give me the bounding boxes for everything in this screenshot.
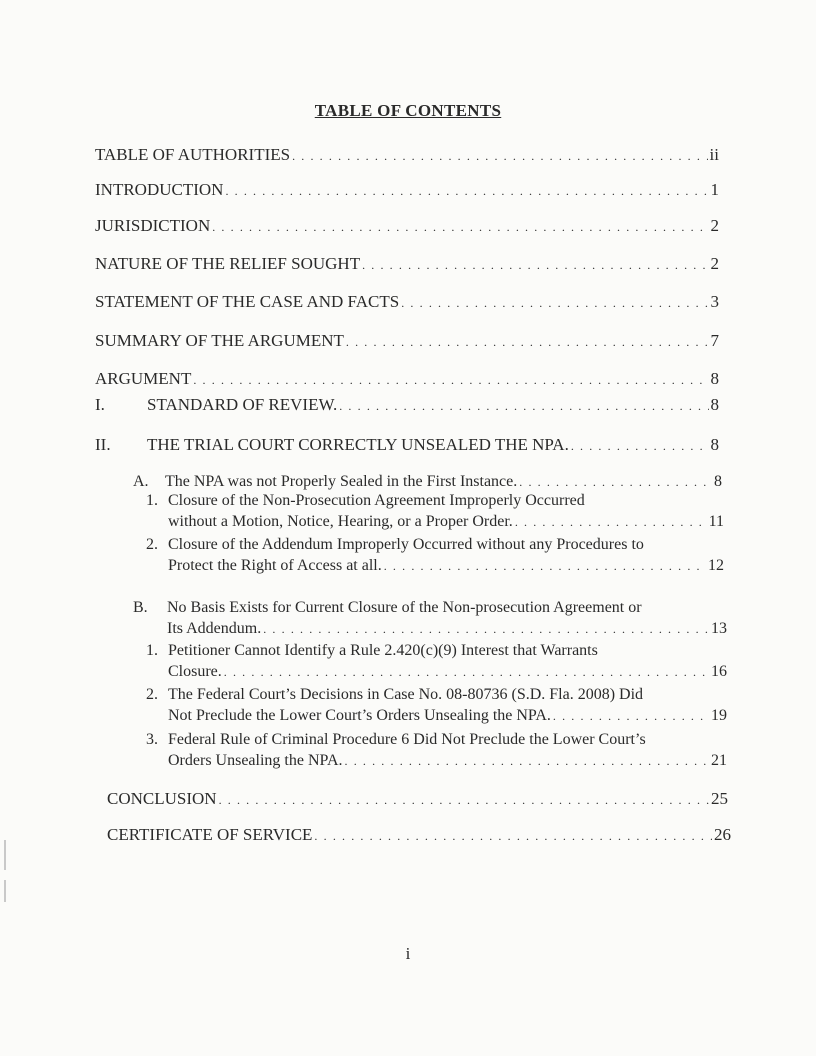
toc-entry-label: Closure of the Non-Prosecution Agreement Improperly Occurred: [168, 492, 585, 509]
toc-entry-label-continued: Orders Unsealing the NPA.: [168, 752, 343, 769]
toc-entry-number: 2.: [146, 686, 158, 703]
toc-entry-label: TABLE OF AUTHORITIES: [95, 145, 291, 164]
toc-entry-number: 3.: [146, 731, 158, 748]
toc-entry-label: CONCLUSION: [107, 789, 217, 808]
toc-entry-label: STANDARD OF REVIEW.: [147, 395, 338, 414]
toc-entry-label: The NPA was not Properly Sealed in the First Instance.: [165, 473, 518, 490]
toc-entry-page: 1: [710, 180, 719, 199]
toc-entry-number: 1.: [146, 492, 158, 509]
toc-entry-page: 8: [710, 435, 719, 454]
toc-entry-page: 13: [711, 620, 727, 637]
toc-entry-number: I.: [95, 395, 105, 414]
toc-entry-page: 16: [711, 663, 727, 680]
toc-entry-jurisdiction[interactable]: [95, 215, 719, 238]
toc-entry-summary-of-argument[interactable]: [95, 330, 719, 353]
toc-entry-label: Petitioner Cannot Identify a Rule 2.420(c)(9) Interest that Warrants: [168, 642, 598, 659]
toc-entry-label: The Federal Court’s Decisions in Case No. 08-80736 (S.D. Fla. 2008) Did: [168, 686, 644, 703]
toc-entry-label: THE TRIAL COURT CORRECTLY UNSEALED THE NPA.: [147, 435, 569, 454]
toc-entry-no-basis-closure[interactable]: [133, 597, 727, 640]
toc-entry-label: SUMMARY OF THE ARGUMENT: [95, 331, 344, 350]
toc-entry-label: CERTIFICATE OF SERVICE: [107, 825, 313, 844]
toc-entry-label: Closure of the Addendum Improperly Occurred without any Procedures to: [168, 536, 644, 553]
toc-entry-number: 2.: [146, 536, 158, 553]
toc-entry-label-continued: without a Motion, Notice, Hearing, or a Proper Order.: [168, 513, 513, 530]
toc-entry-page: 26: [714, 825, 731, 844]
toc-entry-label: Federal Rule of Criminal Procedure 6 Did Not Preclude the Lower Court’s: [168, 731, 646, 748]
dot-leader: [384, 556, 706, 577]
toc-entry-label: STATEMENT OF THE CASE AND FACTS: [95, 292, 400, 311]
toc-entry-page: 8: [714, 473, 722, 490]
toc-entry-trial-court-unsealed[interactable]: [95, 434, 719, 457]
dot-leader: [362, 255, 708, 276]
toc-entry-label: INTRODUCTION: [95, 180, 224, 199]
toc-entry-closure-npa[interactable]: [146, 490, 724, 533]
toc-entry-nature-of-relief[interactable]: [95, 253, 719, 276]
toc-entry-number: II.: [95, 435, 111, 454]
toc-entry-label-continued: Not Preclude the Lower Court’s Orders Unsealing the NPA.: [168, 707, 551, 724]
toc-entry-page: 7: [710, 331, 719, 350]
toc-entry-page: 21: [711, 752, 727, 769]
dot-leader: [219, 790, 709, 811]
dot-leader: [553, 706, 709, 727]
toc-entry-argument[interactable]: [95, 368, 719, 391]
dot-leader: [292, 146, 707, 167]
toc-entry-conclusion[interactable]: [107, 788, 728, 811]
toc-entry-page: 2: [710, 254, 719, 273]
dot-leader: [224, 662, 709, 683]
toc-entry-closure-addendum[interactable]: [146, 534, 724, 577]
toc-entry-table-of-authorities[interactable]: [95, 144, 719, 167]
toc-entry-label: JURISDICTION: [95, 216, 211, 235]
dot-leader: [571, 436, 709, 457]
dot-leader: [339, 396, 708, 417]
toc-entry-statement-of-case[interactable]: [95, 291, 719, 314]
toc-entry-petitioner-interest[interactable]: [146, 640, 727, 683]
toc-entry-page: 8: [710, 369, 719, 388]
toc-entry-page: 25: [711, 789, 728, 808]
page-number: i: [405, 944, 411, 963]
toc-entry-page: ii: [709, 145, 719, 164]
dot-leader: [401, 293, 708, 314]
toc-entry-number: 1.: [146, 642, 158, 659]
toc-entry-page: 12: [708, 557, 724, 574]
toc-entry-page: 8: [710, 395, 719, 414]
scan-edge-mark: [4, 840, 6, 870]
toc-entry-label-continued: Protect the Right of Access at all.: [168, 557, 382, 574]
toc-entry-introduction[interactable]: [95, 179, 719, 202]
scan-edge-mark: [4, 880, 6, 902]
toc-entry-label: No Basis Exists for Current Closure of the Non-prosecution Agreement or: [167, 599, 642, 616]
toc-entry-certificate-of-service[interactable]: [107, 824, 731, 847]
dot-leader: [346, 332, 709, 353]
dot-leader: [225, 181, 708, 202]
dot-leader: [345, 751, 710, 772]
dot-leader: [212, 217, 708, 238]
toc-entry-label-continued: Closure.: [168, 663, 222, 680]
toc-entry-label: ARGUMENT: [95, 369, 192, 388]
toc-title: TABLE OF CONTENTS: [314, 101, 502, 120]
toc-entry-page: 11: [708, 513, 724, 530]
dot-leader: [193, 370, 708, 391]
dot-leader: [515, 512, 707, 533]
toc-entry-federal-rule-6[interactable]: [146, 729, 727, 772]
dot-leader: [314, 826, 712, 847]
toc-entry-page: 19: [711, 707, 727, 724]
toc-entry-label-continued: Its Addendum.: [167, 620, 262, 637]
toc-entry-federal-court-decisions[interactable]: [146, 684, 727, 727]
toc-entry-standard-of-review[interactable]: [95, 394, 719, 417]
dot-leader: [263, 619, 709, 640]
toc-entry-page: 3: [710, 292, 719, 311]
toc-entry-number: B.: [133, 599, 148, 616]
toc-entry-number: A.: [133, 473, 149, 490]
toc-entry-label: NATURE OF THE RELIEF SOUGHT: [95, 254, 361, 273]
toc-entry-page: 2: [710, 216, 719, 235]
